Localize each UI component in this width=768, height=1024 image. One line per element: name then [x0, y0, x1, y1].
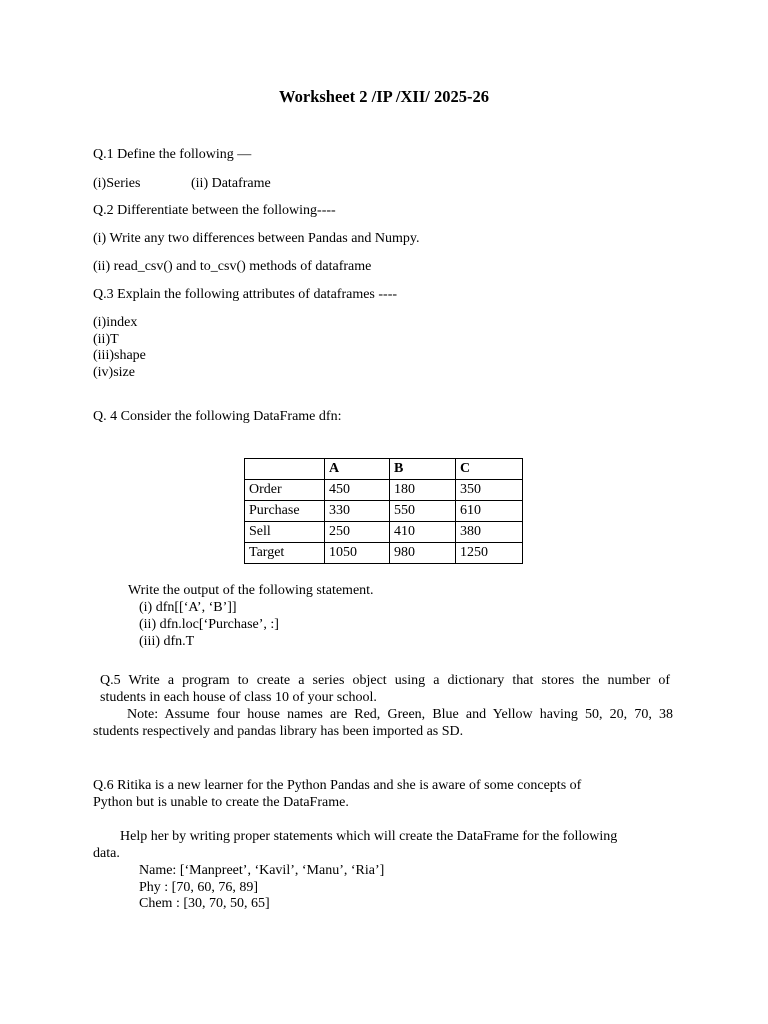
q1-question: Q.1 Define the following —	[93, 147, 252, 162]
q1-option-series: (i)Series	[93, 176, 141, 191]
q6-help-line-2: data.	[93, 846, 120, 861]
q6-question-line-2: Python but is unable to create the DataFrame.	[93, 795, 349, 810]
table-cell: 550	[390, 501, 456, 522]
table-cell: 980	[390, 543, 456, 564]
table-cell: 250	[325, 522, 390, 543]
table-cell: Sell	[245, 522, 325, 543]
q3-question: Q.3 Explain the following attributes of dataframes ----	[93, 287, 398, 302]
q1-option-dataframe: (ii) Dataframe	[191, 176, 271, 191]
q6-data-chem: Chem : [30, 70, 50, 65]	[139, 896, 270, 911]
q5-note-line-2: students respectively and pandas library has been imported as SD.	[93, 724, 464, 739]
table-row	[245, 522, 523, 543]
q4-statement-2: (ii) dfn.loc[‘Purchase’, :]	[139, 617, 279, 632]
q3-item-index: (i)index	[93, 315, 138, 330]
q6-data-phy: Phy : [70, 60, 76, 89]	[139, 880, 258, 895]
q6-question-line-1: Q.6 Ritika is a new learner for the Python Pandas and she is aware of some concepts of	[93, 778, 582, 793]
table-cell: 410	[390, 522, 456, 543]
table-cell: 380	[456, 522, 523, 543]
q5-question-line-2: students in each house of class 10 of your school.	[100, 690, 377, 705]
table-header-cell: C	[456, 459, 523, 480]
q4-statement-3: (iii) dfn.T	[139, 634, 195, 649]
q2-part-1: (i) Write any two differences between Pandas and Numpy.	[93, 231, 420, 246]
table-cell: 610	[456, 501, 523, 522]
table-cell: Order	[245, 480, 325, 501]
q2-part-2: (ii) read_csv() and to_csv() methods of dataframe	[93, 259, 372, 274]
q4-instruction: Write the output of the following statement.	[128, 583, 374, 598]
table-cell: 1250	[456, 543, 523, 564]
q5-question-line-1: Q.5 Write a program to create a series object using a dictionary that stores the number of	[100, 673, 670, 688]
q2-question: Q.2 Differentiate between the following----	[93, 203, 336, 218]
table-cell: 330	[325, 501, 390, 522]
table-cell: Purchase	[245, 501, 325, 522]
dataframe-table	[244, 458, 523, 564]
q3-item-shape: (iii)shape	[93, 348, 146, 363]
table-row	[245, 480, 523, 501]
table-header-cell: B	[390, 459, 456, 480]
table-cell: 450	[325, 480, 390, 501]
q4-question: Q. 4 Consider the following DataFrame dfn:	[93, 409, 342, 424]
q4-statement-1: (i) dfn[[‘A’, ‘B’]]	[139, 600, 237, 615]
q5-note-line-1: Note: Assume four house names are Red, Green, Blue and Yellow having 50, 20, 70, 38	[127, 707, 673, 722]
worksheet-title: Worksheet 2 /IP /XII/ 2025-26	[279, 87, 489, 106]
q6-data-name: Name: [‘Manpreet’, ‘Kavil’, ‘Manu’, ‘Ria’]	[139, 863, 385, 878]
table-header-cell	[245, 459, 325, 480]
table-row	[245, 501, 523, 522]
q6-help-line-1: Help her by writing proper statements which will create the DataFrame for the following	[120, 829, 618, 844]
table-cell: 180	[390, 480, 456, 501]
table-cell: 1050	[325, 543, 390, 564]
q3-item-t: (ii)T	[93, 332, 119, 347]
q3-item-size: (iv)size	[93, 365, 135, 380]
table-cell: Target	[245, 543, 325, 564]
table-header-row	[245, 459, 523, 480]
table-header-cell: A	[325, 459, 390, 480]
table-row	[245, 543, 523, 564]
table-cell: 350	[456, 480, 523, 501]
